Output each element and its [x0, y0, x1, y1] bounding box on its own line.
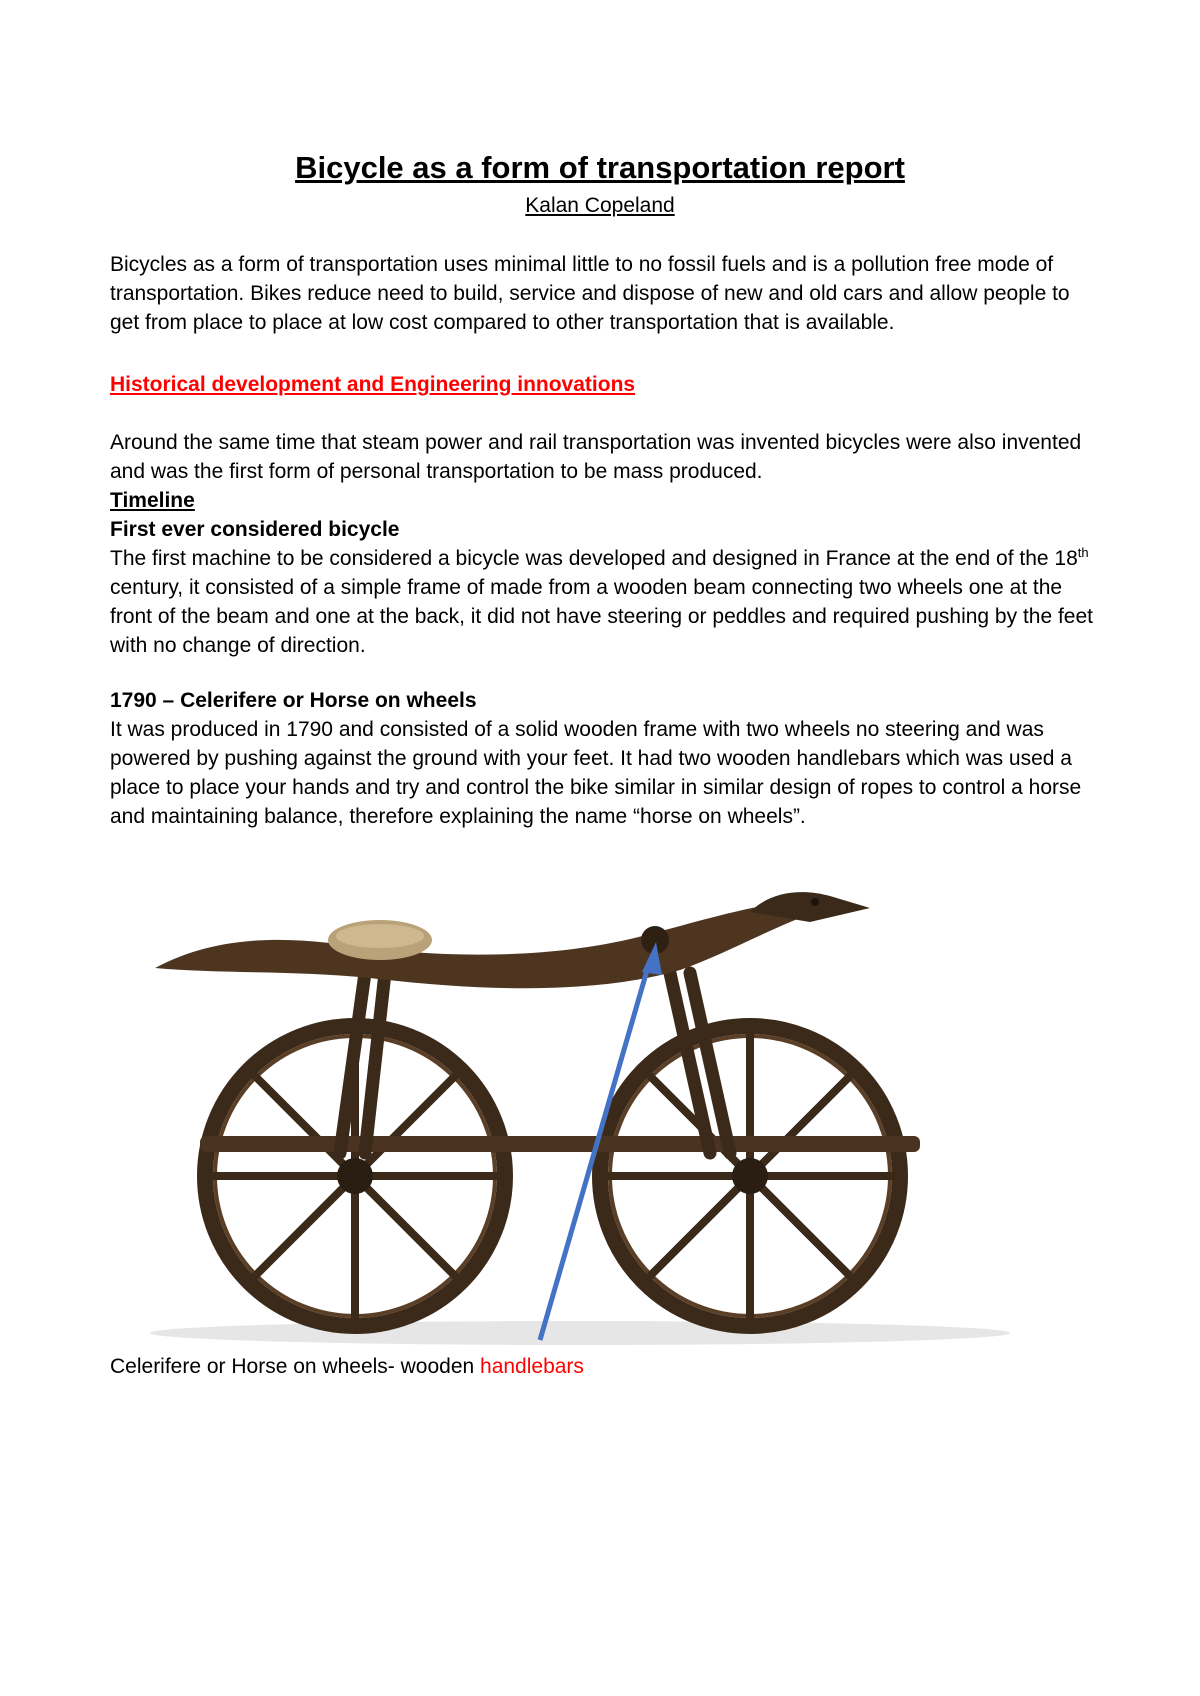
celerifere-illustration	[110, 878, 1030, 1348]
document-title: Bicycle as a form of transportation report	[295, 150, 905, 185]
celerifere-figure	[110, 878, 1030, 1348]
section-heading	[110, 370, 1100, 399]
first-bicycle-paragraph	[110, 544, 1100, 660]
document-author: Kalan Copeland	[525, 194, 675, 217]
timeline-label	[110, 486, 1100, 515]
section-intro-paragraph: Around the same time that steam power and rail transportation was invented bicycles were also invented and was the first form of personal transportation to be mass produced.	[110, 431, 1082, 483]
first-bicycle-heading: First ever considered bicycle	[110, 518, 400, 541]
celerifere-heading: 1790 – Celerifere or Horse on wheels	[110, 689, 477, 712]
figure-caption	[110, 1352, 584, 1381]
first-body-part-b: century, it consisted of a simple frame of made from a wooden beam connecting two wheels one at the front of the beam and one at the back, it did not have steering or peddles and required pushing by the feet with no change of direction.	[110, 576, 1094, 657]
caption-highlight: handlebars	[480, 1355, 584, 1378]
front-wheel	[600, 1026, 900, 1326]
intro-paragraph: Bicycles as a form of transportation uses minimal little to no fossil fuels and is a pollution free mode of transportation. Bikes reduce need to build, service and dispose of new and old cars and allow people to get from place to place at low cost compared to other transportation that is available.	[110, 253, 1070, 334]
celerifere-paragraph: It was produced in 1790 and consisted of a solid wooden frame with two wheels no steering and was powered by pushing against the ground with your feet. It had two wooden handlebars which was used a place to place your hands and try and control the bike similar in similar design of ropes to control a horse and maintaining balance, therefore explaining the name “horse on wheels”.	[110, 718, 1082, 828]
section-heading-text: Historical development and Engineering innovations	[110, 373, 636, 396]
timeline-label-text: Timeline	[110, 489, 195, 512]
caption-text: Celerifere or Horse on wheels- wooden	[110, 1355, 481, 1378]
first-body-part-a: The first machine to be considered a bicycle was developed and designed in France at the end of the 18	[110, 547, 1078, 570]
ordinal-suffix: th	[1077, 545, 1089, 560]
